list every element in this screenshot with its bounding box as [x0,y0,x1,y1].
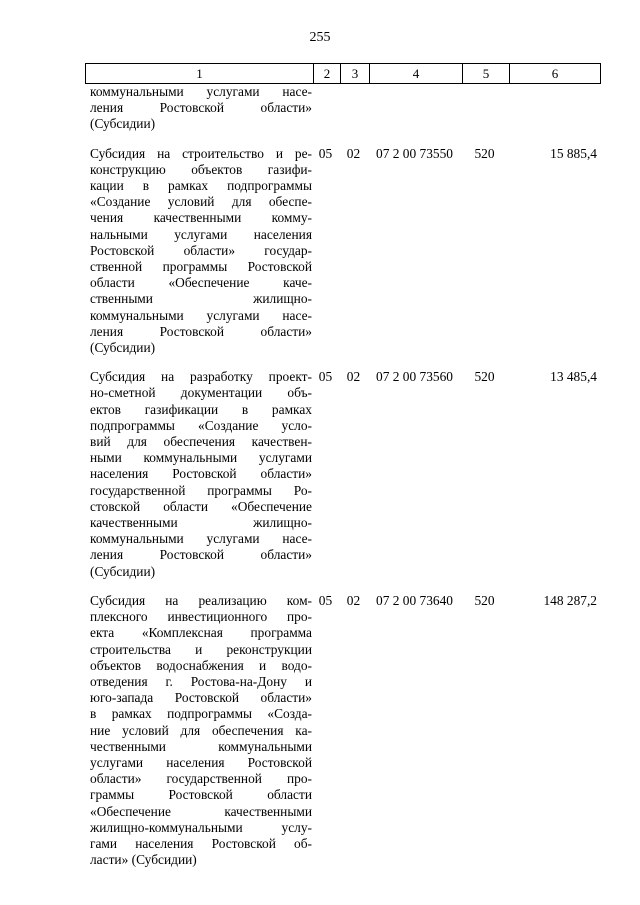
expense-name-line: ления Ростовской области» [90,100,312,116]
expense-name-line: Субсидия на разработку проект- [90,369,312,385]
expense-name-line: коммунальными услугами насе- [90,307,312,323]
expense-name-line: «Создание условий для обеспе- [90,194,312,210]
expense-name-line: юго-запада Ростовской области» [90,690,312,706]
header-col-3: 3 [340,64,369,83]
expense-name [85,369,312,580]
expense-name-line: ными коммунальными услугами [90,450,312,466]
expense-name-line: ственными жилищно- [90,291,312,307]
expense-name [85,593,312,868]
header-col-6: 6 [509,64,600,83]
amount: 15 885,4 [550,145,597,161]
section-code: 05 [318,592,333,608]
section-code: 05 [318,369,333,385]
expense-type-code: 520 [474,145,495,161]
page-number: 255 [309,30,331,45]
header-col-1: 1 [196,65,203,81]
expense-name-line: области» государственной про- [90,771,312,787]
expense-name-line: услугами населения Ростовской [90,754,312,770]
expense-name-line: ления Ростовской области» [90,547,312,563]
expense-name-line: чения качественными комму- [90,210,312,226]
expense-name [85,146,312,357]
expense-type-code: 520 [474,592,495,608]
expense-name-line: ектов газификации в рамках [90,401,312,417]
expense-type-code: 520 [474,369,495,385]
subsection-code: 02 [346,592,361,608]
expense-name-line: строительства и реконструкции [90,641,312,657]
expense-name-line: коммунальными услугами насе- [90,531,312,547]
table-row [85,369,601,580]
expense-name-line: жилищно-коммунальными услу- [90,819,312,835]
expense-name-line: подпрограммы «Создание усло- [90,417,312,433]
expense-name-line: качественными жилищно- [90,515,312,531]
target-article-code: 07 2 00 73550 [376,145,453,161]
table-row [85,84,601,133]
expense-name-line: (Субсидии) [90,340,156,356]
expense-name-line: ственной программы Ростовской [90,259,312,275]
amount: 13 485,4 [550,369,597,385]
expense-name-line: Субсидия на реализацию ком- [90,592,312,608]
expense-name-line: (Субсидии) [90,116,156,132]
expense-name-line: объектов водоснабжения и водо- [90,657,312,673]
expense-name-line: ние условий для обеспечения ка- [90,722,312,738]
expense-name-line: граммы Ростовской области [90,787,312,803]
expense-name-line: вий для обеспечения качествен- [90,434,312,450]
subsection-code: 02 [346,145,361,161]
header-col-2: 2 [313,64,340,83]
section-code: 05 [318,145,333,161]
target-article-code: 07 2 00 73560 [376,369,453,385]
expense-name-line: ласти» (Субсидии) [90,852,197,868]
expense-name [85,84,312,133]
table-header [85,63,601,84]
target-article-code: 07 2 00 73640 [376,592,453,608]
expense-name-line: конструкцию объектов газифи- [90,161,312,177]
header-col-4: 4 [369,64,462,83]
expense-name-line: отведения г. Ростова-на-Дону и [90,673,312,689]
table-row [85,146,601,357]
expense-name-line: нальными услугами населения [90,226,312,242]
expense-name-line: екта «Комплексная программа [90,625,312,641]
header-col-5: 5 [462,64,509,83]
table-body [85,84,601,868]
amount: 148 287,2 [543,592,597,608]
expense-name-line: гами населения Ростовской об- [90,835,312,851]
table-row [85,593,601,868]
expense-name-line: ления Ростовской области» [90,323,312,339]
expense-name-line: (Субсидии) [90,563,156,579]
expense-name-line: но-сметной документации объ- [90,385,312,401]
expense-name-line: Ростовской области» государ- [90,242,312,258]
expense-name-line: государственной программы Ро- [90,482,312,498]
expense-name-line: области «Обеспечение каче- [90,275,312,291]
expense-name-line: в рамках подпрограммы «Созда- [90,706,312,722]
subsection-code: 02 [346,369,361,385]
expense-name-line: плексного инвестиционного про- [90,609,312,625]
expense-name-line: населения Ростовской области» [90,466,312,482]
expense-name-line: Субсидия на строительство и ре- [90,145,312,161]
expense-name-line: коммунальными услугами насе- [90,84,312,99]
expense-name-line: стовской области «Обеспечение [90,498,312,514]
expense-name-line: кации в рамках подпрограммы [90,178,312,194]
expense-name-line: чественными коммунальными [90,738,312,754]
expense-name-line: «Обеспечение качественными [90,803,312,819]
